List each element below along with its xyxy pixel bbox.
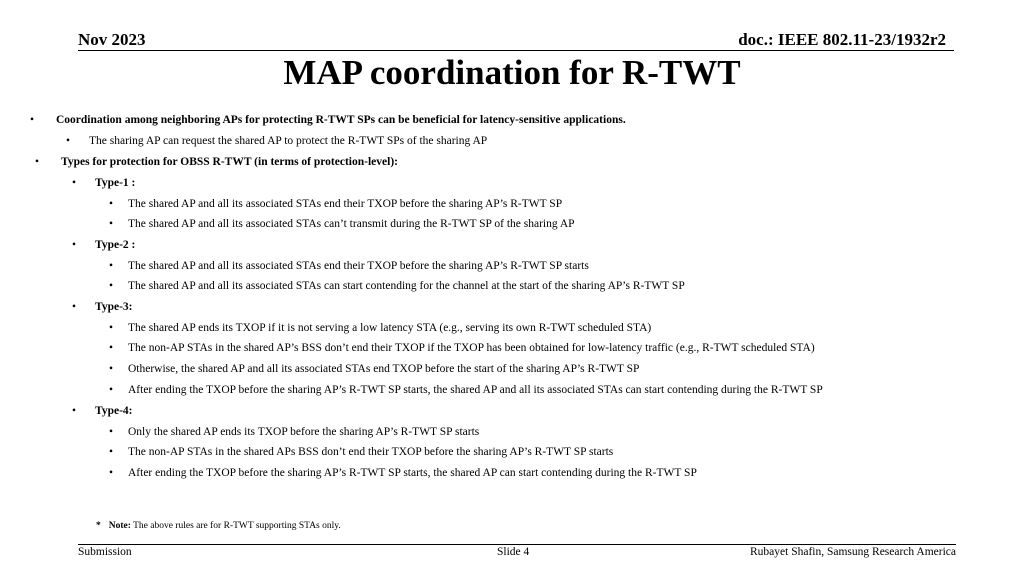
header-doc-id: doc.: IEEE 802.11-23/1932r2 xyxy=(738,30,946,49)
header-divider xyxy=(78,50,954,51)
slide-title: MAP coordination for R-TWT xyxy=(283,53,741,92)
footer-slide-number: Slide 4 xyxy=(497,546,530,558)
list-item: Coordination among neighboring APs for protecting R-TWT SPs can be beneficial for latency-sensitive applications. xyxy=(56,114,626,126)
bullet: • xyxy=(35,156,40,168)
footer-divider xyxy=(78,544,956,545)
bullet: • xyxy=(109,342,114,354)
list-item-type-1: Type-1 : xyxy=(95,177,136,189)
bullet: • xyxy=(72,301,77,313)
list-item: Only the shared AP ends its TXOP before the sharing AP’s R-TWT SP starts xyxy=(128,426,480,438)
list-item-type-3: Type-3: xyxy=(95,301,133,313)
bullet: • xyxy=(109,260,114,272)
bullet: • xyxy=(109,198,114,210)
footnote-label: Note: xyxy=(108,521,131,531)
bullet: • xyxy=(109,322,114,334)
bullet: • xyxy=(72,239,77,251)
footnote-marker: * xyxy=(96,521,101,531)
list-item: After ending the TXOP before the sharing AP’s R-TWT SP starts, the shared AP can start contending during the R-TWT SP xyxy=(128,467,697,479)
list-item: The shared AP and all its associated STAs can start contending for the channel at the start of the sharing AP’s R-TWT SP xyxy=(128,280,685,292)
bullet: • xyxy=(109,280,114,292)
bullet: • xyxy=(109,218,114,230)
list-item: After ending the TXOP before the sharing AP’s R-TWT SP starts, the shared AP and all its associated STAs can start contending during the R-TWT SP xyxy=(128,384,823,396)
footer-submission: Submission xyxy=(78,546,132,558)
bullet: • xyxy=(72,405,77,417)
list-item: The shared AP and all its associated STAs end their TXOP before the sharing AP’s R-TWT SP xyxy=(128,198,563,210)
bullet: • xyxy=(72,177,77,189)
bullet: • xyxy=(109,384,114,396)
header-date: Nov 2023 xyxy=(78,30,146,49)
bullet: • xyxy=(109,426,114,438)
footer-author: Rubayet Shafin, Samsung Research America xyxy=(750,546,956,558)
list-item: The non-AP STAs in the shared APs BSS don’t end their TXOP before the sharing AP’s R-TWT SP starts xyxy=(128,446,614,458)
list-item: The non-AP STAs in the shared AP’s BSS don’t end their TXOP if the TXOP has been obtained for low-latency traffic (e.g., R-TWT scheduled STA) xyxy=(128,342,815,354)
list-item-type-4: Type-4: xyxy=(95,405,133,417)
list-item: The sharing AP can request the shared AP to protect the R-TWT SPs of the sharing AP xyxy=(89,135,488,147)
bullet: • xyxy=(109,446,114,458)
list-item: The shared AP and all its associated STAs end their TXOP before the sharing AP’s R-TWT SP starts xyxy=(128,260,589,272)
footnote xyxy=(96,521,341,531)
list-item: The shared AP and all its associated STAs can’t transmit during the R-TWT SP of the sharing AP xyxy=(128,218,575,230)
bullet: • xyxy=(66,135,71,147)
bullet: • xyxy=(109,363,114,375)
bullet: • xyxy=(30,114,35,126)
footnote-text: The above rules are for R-TWT supporting STAs only. xyxy=(130,521,341,531)
list-item: Types for protection for OBSS R-TWT (in terms of protection-level): xyxy=(61,156,398,168)
list-item: Otherwise, the shared AP and all its associated STAs end TXOP before the start of the sharing AP’s R-TWT SP xyxy=(128,363,640,375)
list-item: The shared AP ends its TXOP if it is not serving a low latency STA (e.g., serving its own R-TWT scheduled STA) xyxy=(128,322,652,334)
bullet: • xyxy=(109,467,114,479)
list-item-type-2: Type-2 : xyxy=(95,239,136,251)
